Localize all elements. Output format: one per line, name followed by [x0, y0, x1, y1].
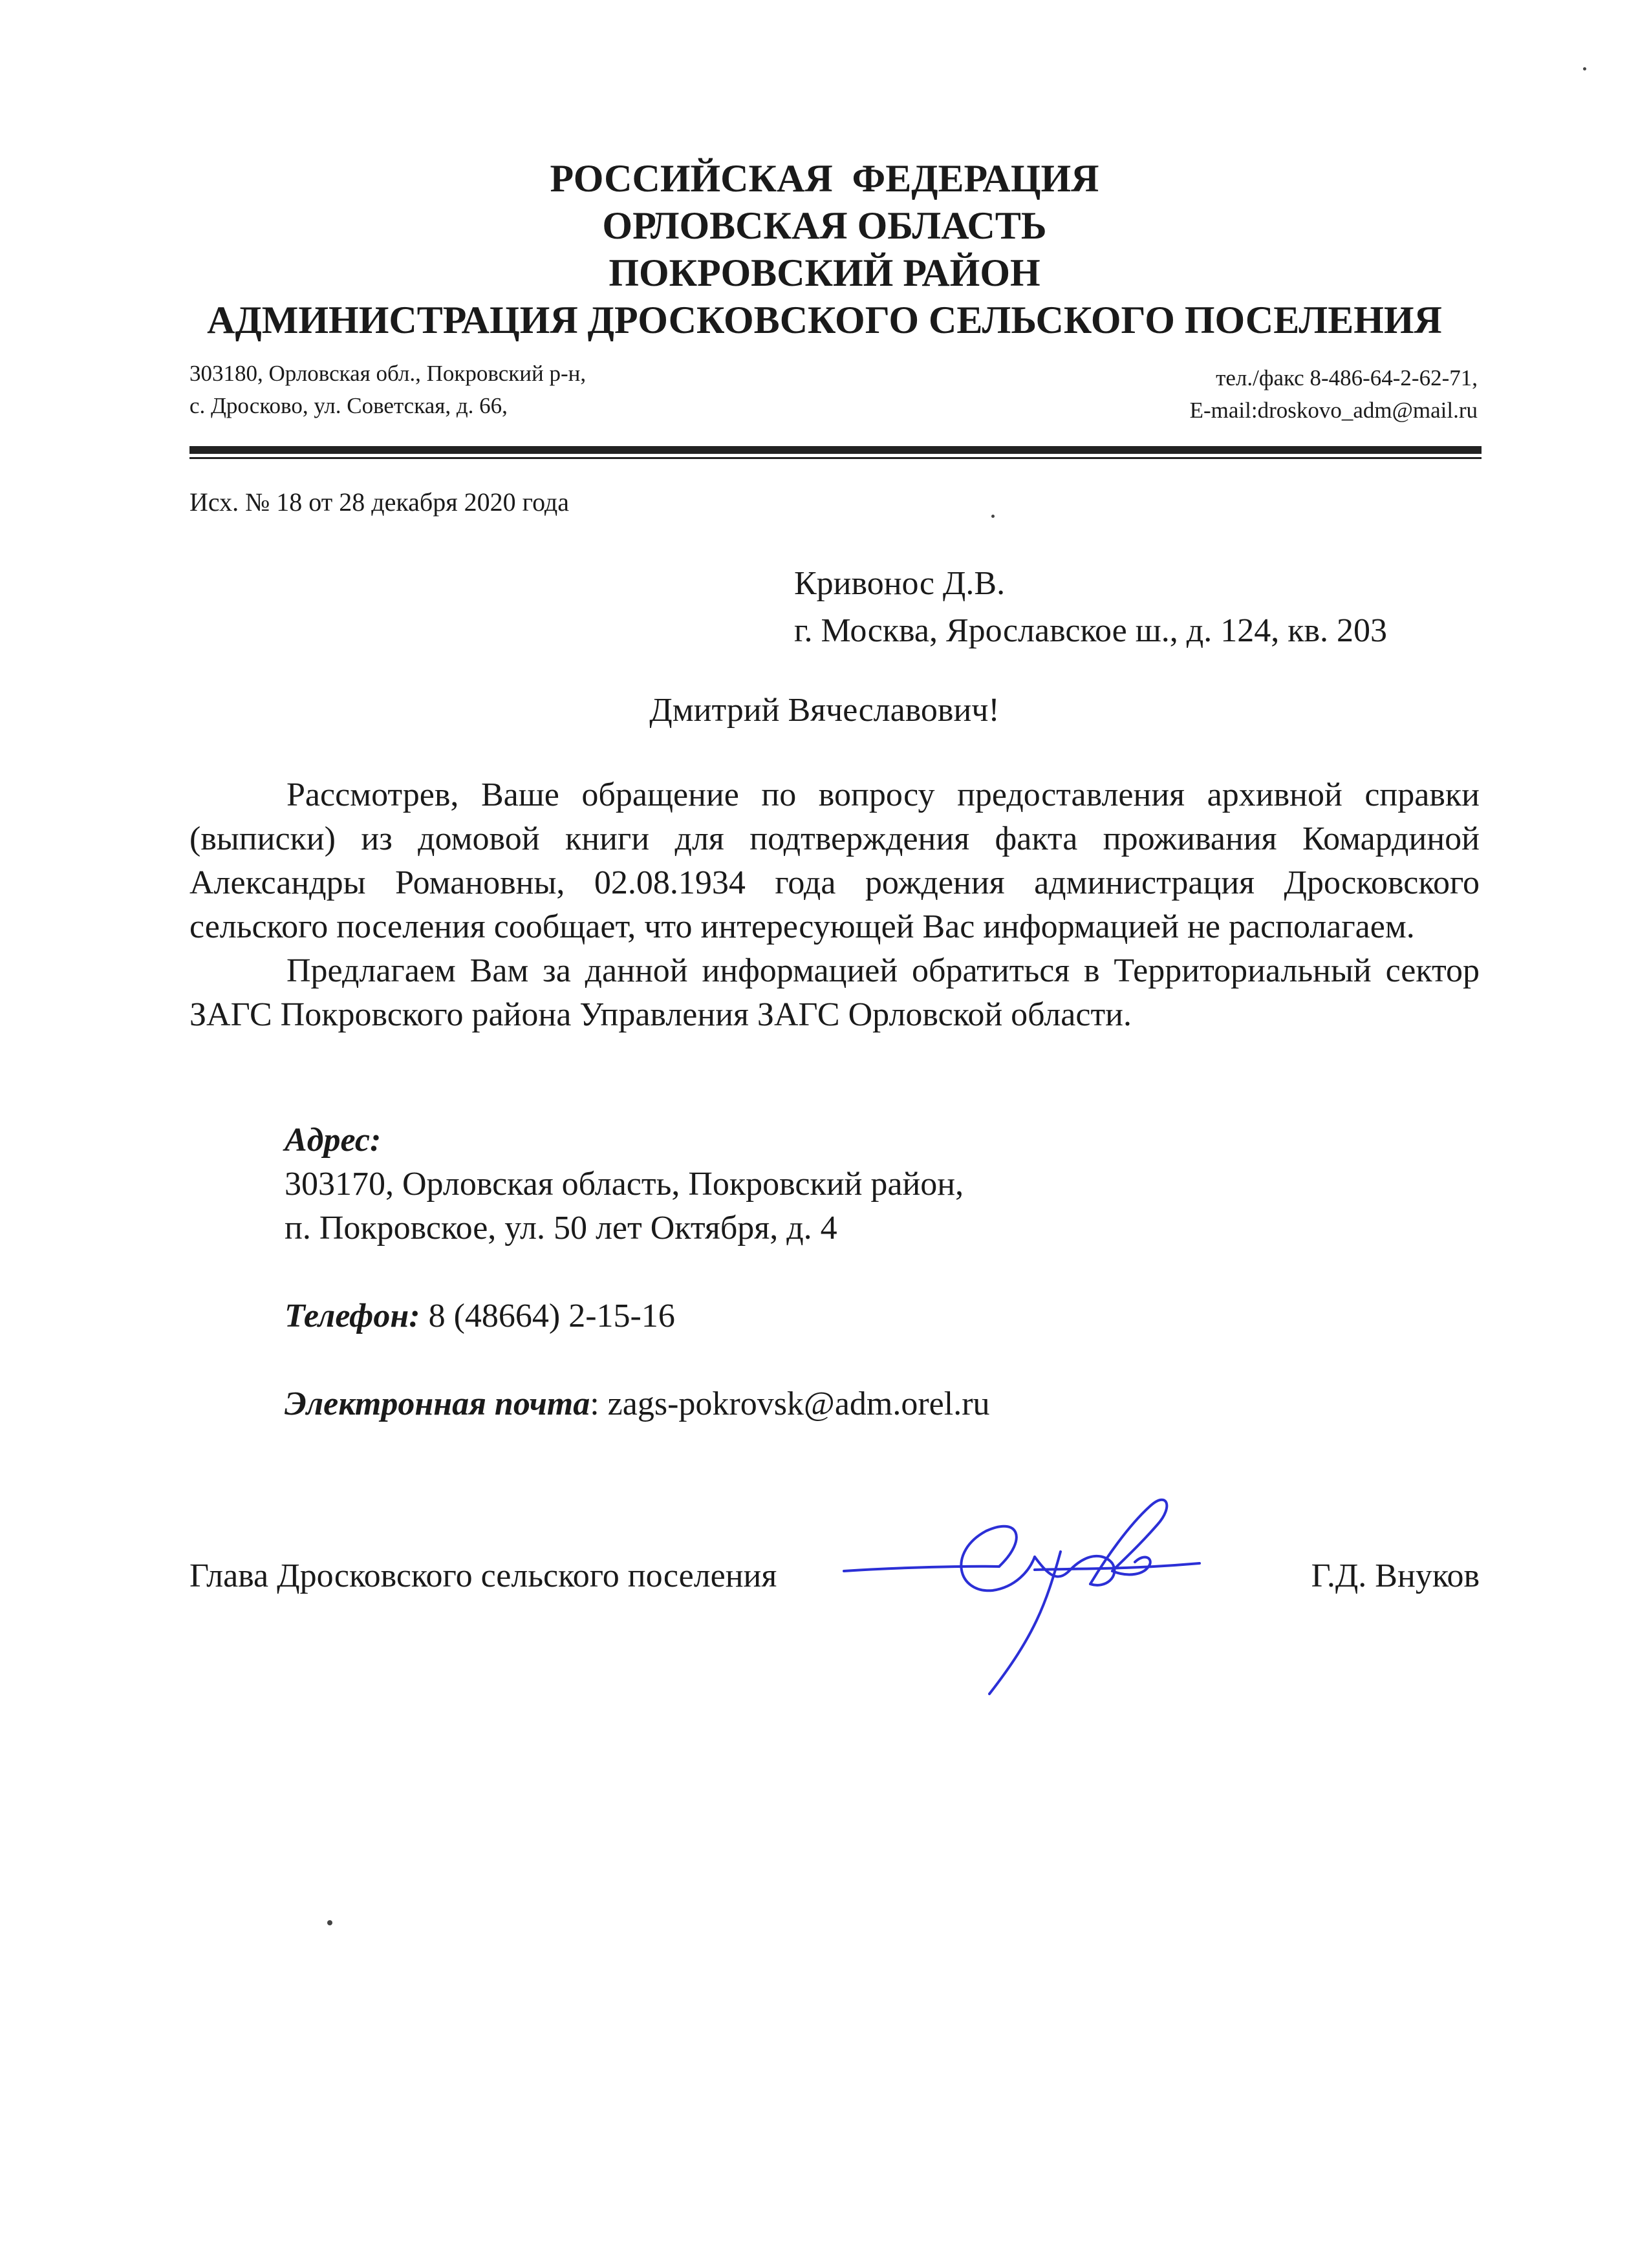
registry-address-line2: п. Покровское, ул. 50 лет Октября, д. 4	[285, 1210, 837, 1246]
header-divider-thin	[189, 457, 1482, 459]
spacer	[285, 1250, 990, 1294]
letterhead-administration: АДМИНИСТРАЦИЯ ДРОСКОВСКОГО СЕЛЬСКОГО ПОСЕЛЕНИЯ	[207, 299, 1442, 341]
header-divider-thick	[189, 446, 1482, 454]
sender-contacts	[1190, 362, 1478, 427]
address-label: Адрес:	[285, 1122, 382, 1159]
signatory-name: Г.Д. Внуков	[1311, 1557, 1480, 1594]
registry-address-line1: 303170, Орловская область, Покровский район,	[285, 1166, 964, 1203]
signatory-position: Глава Дросковского сельского поселения	[189, 1557, 777, 1594]
recipient-block	[794, 560, 1387, 654]
email-label: Электронная почта	[285, 1385, 590, 1422]
letterhead-district: ПОКРОВСКИЙ РАЙОН	[609, 251, 1040, 294]
phone-label: Телефон:	[285, 1298, 420, 1334]
body-paragraph-1: Рассмотрев, Ваше обращение по вопросу предоставления архивной справки (выписки) из домовой книги для подтверждения факта проживания Комардиной Александры Романовны, 02.08.1934 года рождения администрация Дросковского сельского поселения сообщает, что интересующей Вас информацией не располагаем.	[189, 776, 1480, 945]
letterhead-title	[0, 155, 1649, 344]
scan-speck	[327, 1920, 332, 1925]
registry-email-row	[285, 1382, 990, 1426]
sender-address-line1: 303180, Орловская обл., Покровский р-н,	[189, 361, 587, 386]
registry-contact-info	[285, 1118, 990, 1426]
registry-email: : zags-pokrovsk@adm.orel.ru	[590, 1385, 990, 1422]
recipient-name: Кривонос Д.В.	[794, 565, 1006, 602]
letterhead-country: РОССИЙСКАЯ ФЕДЕРАЦИЯ	[550, 157, 1099, 200]
outgoing-reference: Исх. № 18 от 28 декабря 2020 года	[189, 487, 570, 517]
handwritten-signature	[841, 1481, 1203, 1700]
spacer	[285, 1338, 990, 1382]
sender-address-line2: с. Дросково, ул. Советская, д. 66,	[189, 393, 508, 418]
recipient-address: г. Москва, Ярославское ш., д. 124, кв. 203	[794, 612, 1388, 649]
sender-address	[189, 358, 586, 422]
letter-body	[189, 773, 1480, 1037]
registry-phone-row	[285, 1294, 990, 1338]
sender-phone: тел./факс 8-486-64-2-62-71,	[1216, 365, 1478, 390]
letterhead-region: ОРЛОВСКАЯ ОБЛАСТЬ	[602, 204, 1047, 247]
registry-phone: 8 (48664) 2-15-16	[420, 1298, 675, 1334]
body-paragraph-2: Предлагаем Вам за данной информацией обратиться в Территориальный сектор ЗАГС Покровского района Управления ЗАГС Орловской области.	[189, 952, 1480, 1033]
salutation: Дмитрий Вячеславович!	[649, 692, 1000, 729]
sender-email: E-mail:droskovo_adm@mail.ru	[1189, 398, 1478, 423]
scan-speck	[991, 515, 995, 518]
scan-speck	[1583, 67, 1586, 70]
